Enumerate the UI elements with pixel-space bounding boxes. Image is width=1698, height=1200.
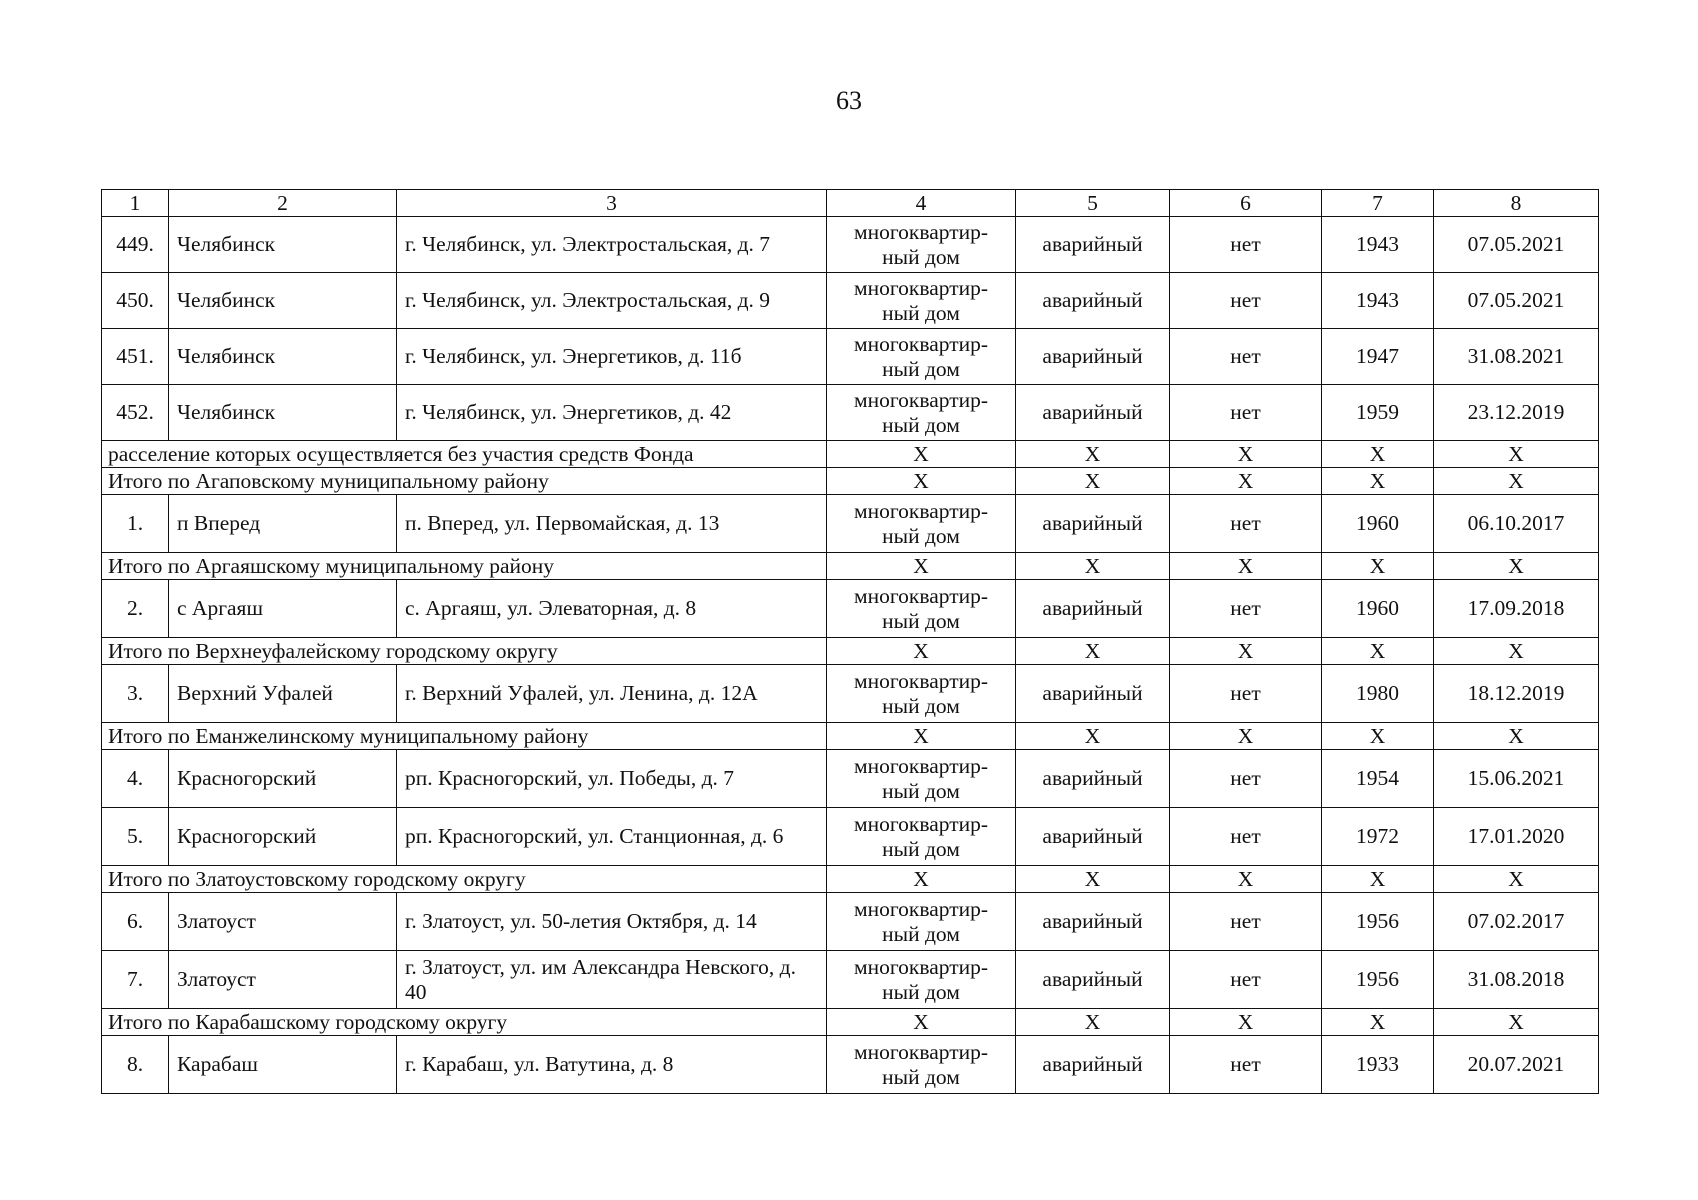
year: 1943 [1322, 273, 1434, 329]
condition: аварийный [1016, 1036, 1170, 1094]
row-number: 6. [102, 893, 169, 951]
table-row [102, 750, 1599, 808]
building-type-line-2: ный дом [882, 412, 960, 437]
year: 1960 [1322, 580, 1434, 638]
summary-x-mark: X [1322, 1009, 1434, 1036]
year: 1956 [1322, 893, 1434, 951]
building-type-line-2: ный дом [882, 836, 960, 861]
summary-x-mark: X [1322, 723, 1434, 750]
column-6-value: нет [1170, 495, 1322, 553]
row-number: 7. [102, 951, 169, 1009]
year: 1980 [1322, 665, 1434, 723]
column-6-value: нет [1170, 665, 1322, 723]
summary-x-mark: X [1170, 723, 1322, 750]
summary-x-mark: X [1170, 553, 1322, 580]
address: г. Челябинск, ул. Электростальская, д. 7 [397, 217, 827, 273]
building-type-line-1: многоквартир- [853, 331, 989, 356]
summary-x-mark: X [1016, 468, 1170, 495]
locality: Челябинск [169, 329, 397, 385]
year: 1954 [1322, 750, 1434, 808]
summary-x-mark: X [827, 553, 1016, 580]
summary-x-mark: X [1434, 441, 1599, 468]
summary-x-mark: X [1322, 553, 1434, 580]
locality: Красногорский [169, 750, 397, 808]
year: 1960 [1322, 495, 1434, 553]
condition: аварийный [1016, 750, 1170, 808]
column-number: 8 [1434, 190, 1599, 217]
row-number: 449. [102, 217, 169, 273]
column-6-value: нет [1170, 580, 1322, 638]
address: г. Челябинск, ул. Энергетиков, д. 42 [397, 385, 827, 441]
locality: Верхний Уфалей [169, 665, 397, 723]
year: 1933 [1322, 1036, 1434, 1094]
building-type [827, 385, 1016, 441]
year: 1943 [1322, 217, 1434, 273]
summary-x-mark: X [827, 638, 1016, 665]
building-type-line-2: ный дом [882, 979, 960, 1004]
locality: Красногорский [169, 808, 397, 866]
row-number: 4. [102, 750, 169, 808]
condition: аварийный [1016, 665, 1170, 723]
table-row [102, 385, 1599, 441]
summary-x-mark: X [1170, 638, 1322, 665]
summary-label: Итого по Аргаяшскому муниципальному району [102, 553, 827, 580]
condition: аварийный [1016, 951, 1170, 1009]
row-number: 2. [102, 580, 169, 638]
year: 1947 [1322, 329, 1434, 385]
building-type-line-2: ный дом [882, 921, 960, 946]
table-row [102, 808, 1599, 866]
table-row [102, 217, 1599, 273]
summary-label: Итого по Карабашскому городскому округу [102, 1009, 827, 1036]
summary-row [102, 638, 1599, 665]
summary-row [102, 468, 1599, 495]
summary-x-mark: X [1170, 468, 1322, 495]
building-type-line-1: многоквартир- [853, 896, 989, 921]
building-type [827, 329, 1016, 385]
locality: Карабаш [169, 1036, 397, 1094]
building-type-line-2: ный дом [882, 523, 960, 548]
locality: Челябинск [169, 217, 397, 273]
table-row [102, 273, 1599, 329]
building-type [827, 665, 1016, 723]
summary-x-mark: X [1434, 553, 1599, 580]
locality: Златоуст [169, 893, 397, 951]
building-type-line-2: ный дом [882, 693, 960, 718]
building-type [827, 580, 1016, 638]
address: рп. Красногорский, ул. Станционная, д. 6 [397, 808, 827, 866]
year: 1956 [1322, 951, 1434, 1009]
column-number: 5 [1016, 190, 1170, 217]
summary-row [102, 866, 1599, 893]
summary-label: Итого по Верхнеуфалейскому городскому округу [102, 638, 827, 665]
building-type-line-1: многоквартир- [853, 387, 989, 412]
summary-x-mark: X [1434, 866, 1599, 893]
summary-x-mark: X [1322, 468, 1434, 495]
locality: Челябинск [169, 385, 397, 441]
column-6-value: нет [1170, 893, 1322, 951]
date: 18.12.2019 [1434, 665, 1599, 723]
address: г. Карабаш, ул. Ватутина, д. 8 [397, 1036, 827, 1094]
address: п. Вперед, ул. Первомайская, д. 13 [397, 495, 827, 553]
column-6-value: нет [1170, 750, 1322, 808]
locality: Челябинск [169, 273, 397, 329]
column-6-value: нет [1170, 951, 1322, 1009]
locality: Златоуст [169, 951, 397, 1009]
column-number: 3 [397, 190, 827, 217]
housing-table [101, 189, 1599, 1094]
column-number: 2 [169, 190, 397, 217]
summary-x-mark: X [1434, 723, 1599, 750]
column-6-value: нет [1170, 1036, 1322, 1094]
address: г. Челябинск, ул. Энергетиков, д. 11б [397, 329, 827, 385]
summary-row [102, 441, 1599, 468]
table-row [102, 893, 1599, 951]
building-type-line-1: многоквартир- [853, 1039, 989, 1064]
building-type-line-1: многоквартир- [853, 954, 989, 979]
building-type-line-2: ный дом [882, 1064, 960, 1089]
column-number: 6 [1170, 190, 1322, 217]
summary-x-mark: X [1170, 866, 1322, 893]
column-6-value: нет [1170, 329, 1322, 385]
summary-row [102, 1009, 1599, 1036]
summary-x-mark: X [1434, 1009, 1599, 1036]
address: рп. Красногорский, ул. Победы, д. 7 [397, 750, 827, 808]
building-type-line-2: ный дом [882, 356, 960, 381]
summary-label: Итого по Златоустовскому городскому округу [102, 866, 827, 893]
building-type [827, 273, 1016, 329]
address: г. Челябинск, ул. Электростальская, д. 9 [397, 273, 827, 329]
building-type [827, 1036, 1016, 1094]
date: 31.08.2018 [1434, 951, 1599, 1009]
date: 07.02.2017 [1434, 893, 1599, 951]
summary-x-mark: X [1016, 441, 1170, 468]
date: 07.05.2021 [1434, 217, 1599, 273]
building-type-line-2: ный дом [882, 244, 960, 269]
building-type [827, 495, 1016, 553]
summary-x-mark: X [1016, 866, 1170, 893]
row-number: 451. [102, 329, 169, 385]
row-number: 3. [102, 665, 169, 723]
condition: аварийный [1016, 893, 1170, 951]
building-type-line-2: ный дом [882, 608, 960, 633]
summary-x-mark: X [1434, 468, 1599, 495]
date: 20.07.2021 [1434, 1036, 1599, 1094]
summary-row [102, 723, 1599, 750]
date: 07.05.2021 [1434, 273, 1599, 329]
condition: аварийный [1016, 217, 1170, 273]
condition: аварийный [1016, 385, 1170, 441]
summary-x-mark: X [1322, 441, 1434, 468]
summary-x-mark: X [827, 723, 1016, 750]
date: 31.08.2021 [1434, 329, 1599, 385]
column-6-value: нет [1170, 273, 1322, 329]
summary-x-mark: X [827, 1009, 1016, 1036]
summary-x-mark: X [1322, 866, 1434, 893]
summary-row [102, 553, 1599, 580]
address: г. Златоуст, ул. им Александра Невского, д. 40 [397, 951, 827, 1009]
locality: с Аргаяш [169, 580, 397, 638]
year: 1972 [1322, 808, 1434, 866]
building-type [827, 217, 1016, 273]
date: 23.12.2019 [1434, 385, 1599, 441]
building-type [827, 893, 1016, 951]
building-type [827, 750, 1016, 808]
summary-x-mark: X [1016, 1009, 1170, 1036]
building-type-line-1: многоквартир- [853, 583, 989, 608]
year: 1959 [1322, 385, 1434, 441]
condition: аварийный [1016, 329, 1170, 385]
summary-x-mark: X [1170, 441, 1322, 468]
summary-x-mark: X [827, 866, 1016, 893]
summary-x-mark: X [1170, 1009, 1322, 1036]
table-row [102, 951, 1599, 1009]
summary-x-mark: X [1322, 638, 1434, 665]
building-type-line-1: многоквартир- [853, 498, 989, 523]
condition: аварийный [1016, 273, 1170, 329]
column-number-row [102, 190, 1599, 217]
row-number: 450. [102, 273, 169, 329]
table-row [102, 580, 1599, 638]
summary-label: расселение которых осуществляется без участия средств Фонда [102, 441, 827, 468]
date: 15.06.2021 [1434, 750, 1599, 808]
building-type-line-2: ный дом [882, 300, 960, 325]
building-type [827, 808, 1016, 866]
date: 17.09.2018 [1434, 580, 1599, 638]
summary-label: Итого по Агаповскому муниципальному району [102, 468, 827, 495]
table-body [102, 190, 1599, 1094]
building-type-line-1: многоквартир- [853, 668, 989, 693]
building-type-line-1: многоквартир- [853, 811, 989, 836]
building-type-line-2: ный дом [882, 778, 960, 803]
row-number: 452. [102, 385, 169, 441]
column-number: 4 [827, 190, 1016, 217]
summary-x-mark: X [1016, 723, 1170, 750]
address: г. Верхний Уфалей, ул. Ленина, д. 12А [397, 665, 827, 723]
column-number: 1 [102, 190, 169, 217]
summary-label: Итого по Еманжелинскому муниципальному району [102, 723, 827, 750]
row-number: 5. [102, 808, 169, 866]
condition: аварийный [1016, 580, 1170, 638]
date: 17.01.2020 [1434, 808, 1599, 866]
summary-x-mark: X [1016, 638, 1170, 665]
column-number: 7 [1322, 190, 1434, 217]
building-type-line-1: многоквартир- [853, 753, 989, 778]
condition: аварийный [1016, 495, 1170, 553]
row-number: 8. [102, 1036, 169, 1094]
summary-x-mark: X [827, 468, 1016, 495]
condition: аварийный [1016, 808, 1170, 866]
table-row [102, 329, 1599, 385]
table-row [102, 1036, 1599, 1094]
page-number: 63 [836, 86, 862, 115]
column-6-value: нет [1170, 217, 1322, 273]
summary-x-mark: X [827, 441, 1016, 468]
summary-x-mark: X [1016, 553, 1170, 580]
summary-x-mark: X [1434, 638, 1599, 665]
table-row [102, 495, 1599, 553]
table-row [102, 665, 1599, 723]
column-6-value: нет [1170, 385, 1322, 441]
building-type-line-1: многоквартир- [853, 219, 989, 244]
locality: п Вперед [169, 495, 397, 553]
column-6-value: нет [1170, 808, 1322, 866]
address: г. Златоуст, ул. 50-летия Октября, д. 14 [397, 893, 827, 951]
date: 06.10.2017 [1434, 495, 1599, 553]
row-number: 1. [102, 495, 169, 553]
address: с. Аргаяш, ул. Элеваторная, д. 8 [397, 580, 827, 638]
building-type [827, 951, 1016, 1009]
building-type-line-1: многоквартир- [853, 275, 989, 300]
